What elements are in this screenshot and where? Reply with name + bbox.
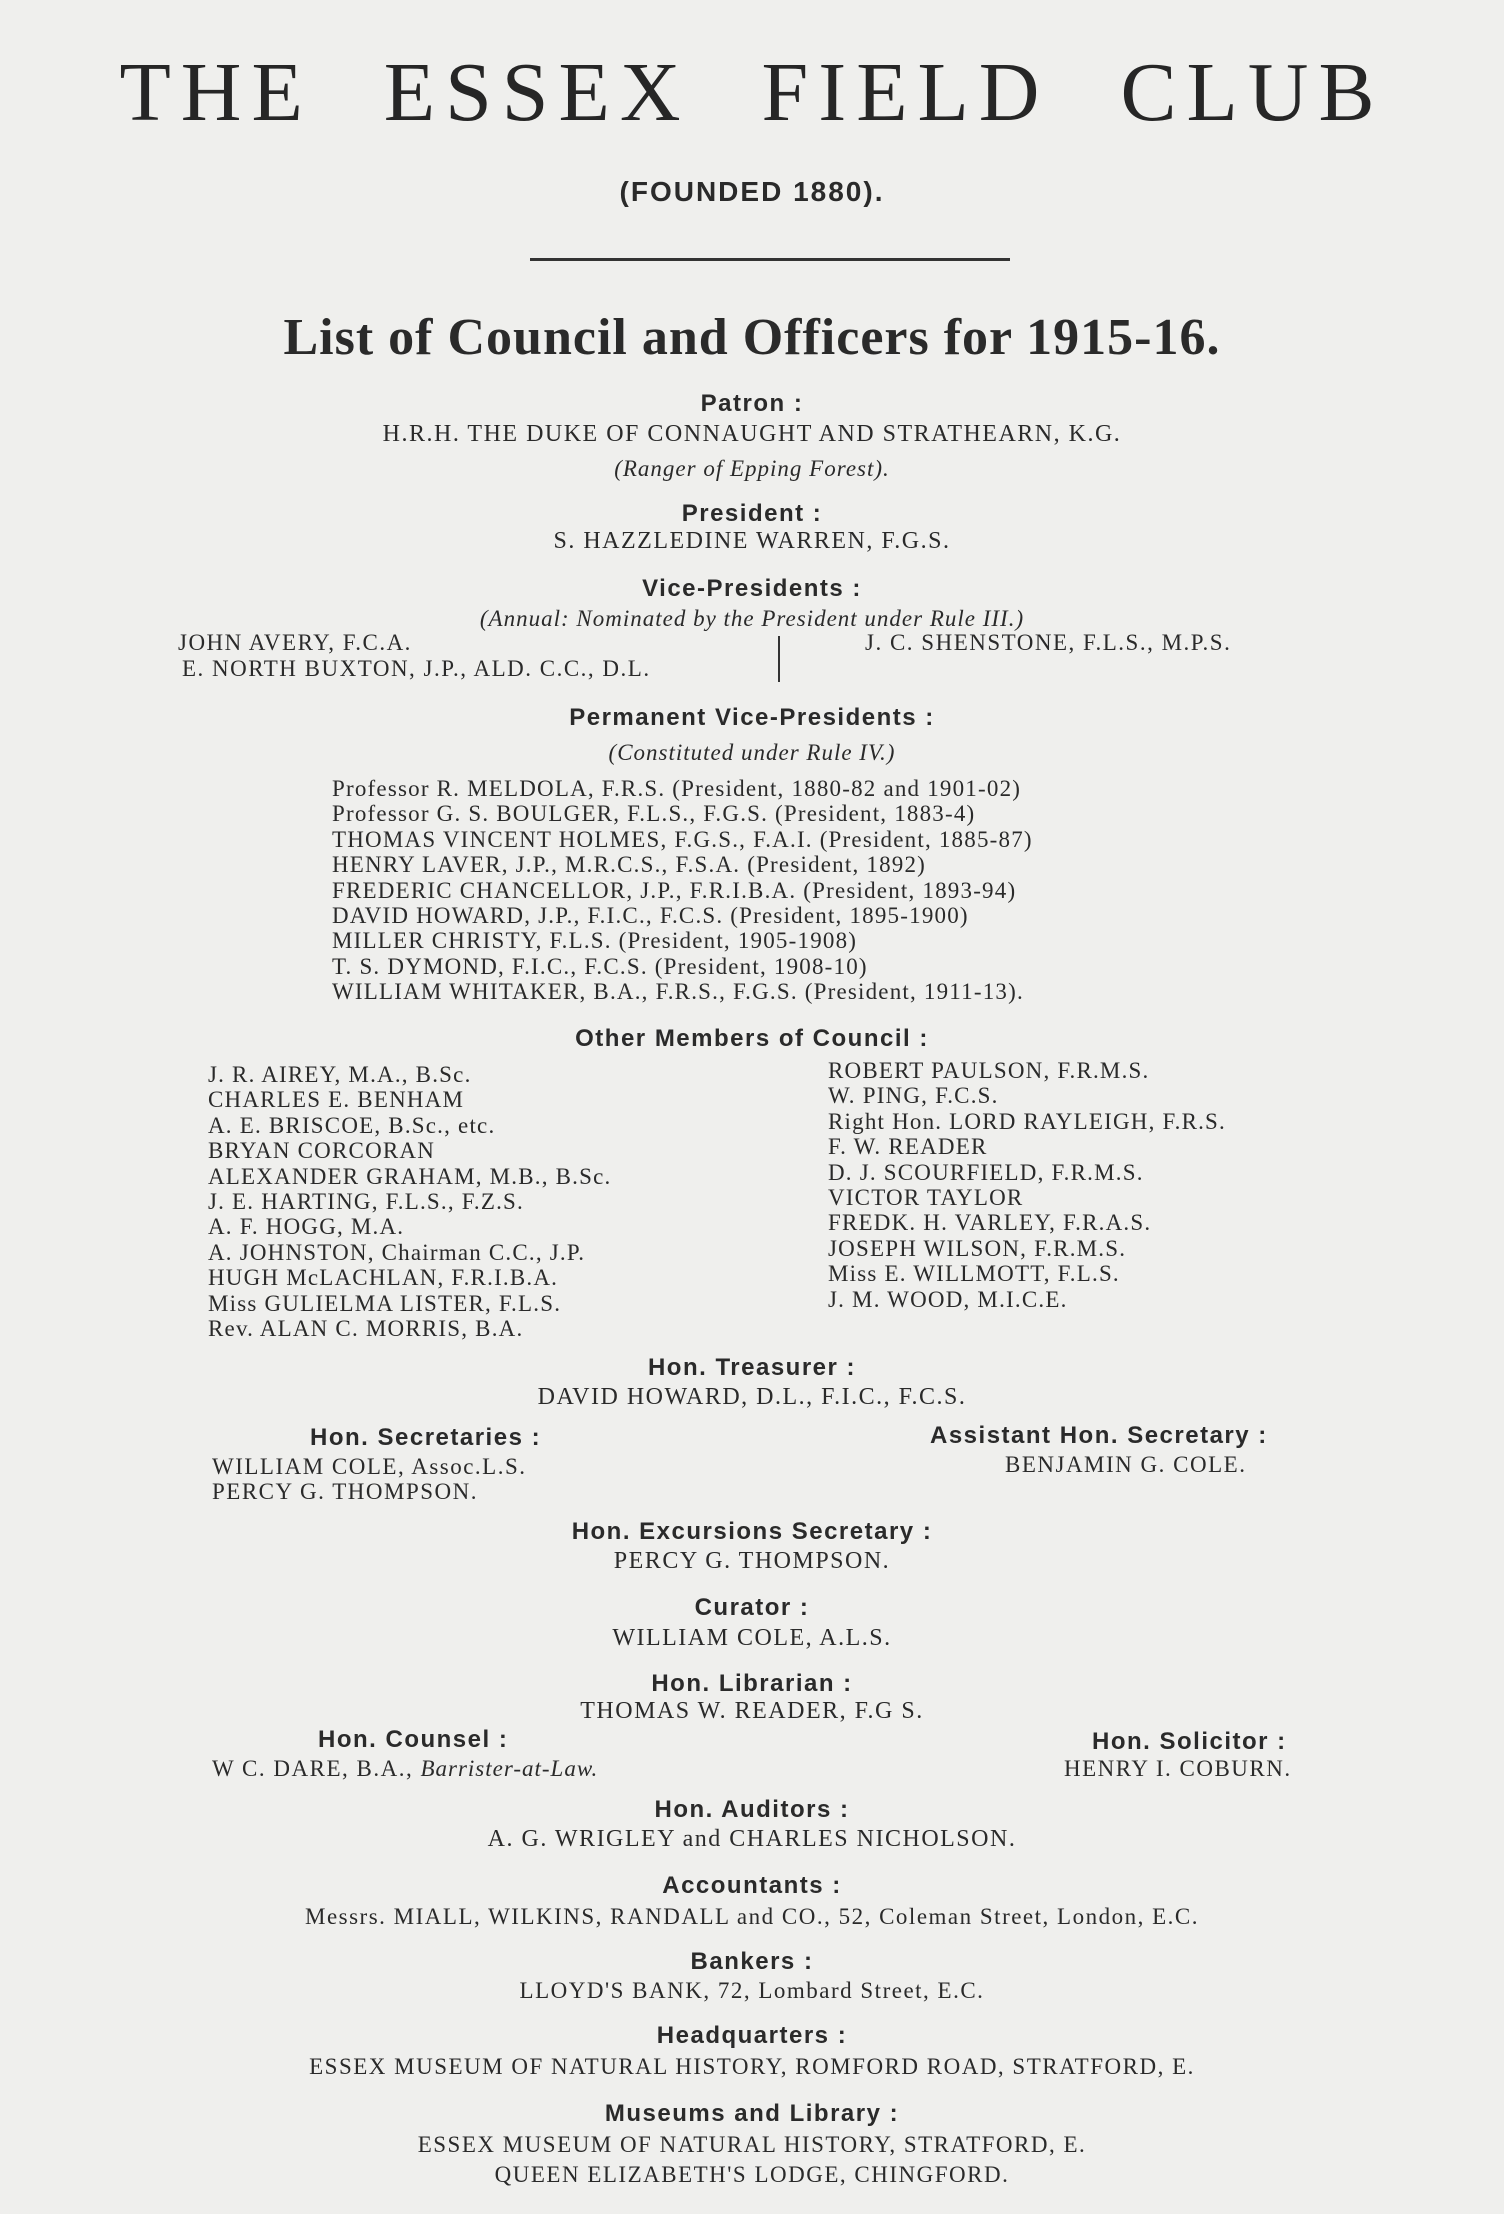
other-members-heading: Other Members of Council : [575, 1025, 929, 1052]
counsel-name: W C. DARE, B.A., [212, 1756, 414, 1781]
council-member: A. JOHNSTON, Chairman C.C., J.P. [208, 1239, 586, 1265]
council-member: D. J. SCOURFIELD, F.R.M.S. [828, 1159, 1144, 1185]
other-members-left [208, 1062, 611, 1341]
accountants-name: Messrs. MIALL, WILKINS, RANDALL and CO., 52, Coleman Street, London, E.C. [305, 1904, 1199, 1929]
council-member: FREDK. H. VARLEY, F.R.A.S. [828, 1210, 1152, 1236]
council-member: A. F. HOGG, M.A. [208, 1214, 405, 1240]
treasurer-heading: Hon. Treasurer : [647, 1354, 857, 1381]
permanent-vp-heading: Permanent Vice-Presidents : [569, 704, 935, 731]
vice-presidents-divider [778, 636, 780, 682]
council-member: HUGH McLACHLAN, F.R.I.B.A. [208, 1265, 559, 1291]
vice-president-left-1: JOHN AVERY, F.C.A. [178, 630, 412, 655]
treasurer-name: DAVID HOWARD, D.L., F.I.C., F.C.S. [537, 1384, 967, 1410]
assistant-secretary-heading: Assistant Hon. Secretary : [930, 1422, 1268, 1449]
patron-note: (Ranger of Epping Forest). [614, 456, 890, 481]
vice-presidents-note: (Annual: Nominated by the President under Rule III.) [479, 606, 1025, 631]
permanent-vp-member: HENRY LAVER, J.P., M.R.C.S., F.S.A. (President, 1892) [332, 852, 927, 878]
secretaries-heading: Hon. Secretaries : [310, 1424, 542, 1451]
divider-rule [530, 258, 1010, 261]
solicitor-name: HENRY I. COBURN. [1064, 1756, 1292, 1781]
council-member: Miss GULIELMA LISTER, F.L.S. [208, 1290, 562, 1316]
permanent-vp-member: THOMAS VINCENT HOLMES, F.G.S., F.A.I. (President, 1885-87) [332, 826, 1033, 852]
museums-line: QUEEN ELIZABETH'S LODGE, CHINGFORD. [494, 2162, 1010, 2187]
permanent-vp-member: Professor R. MELDOLA, F.R.S. (President, 1880-82 and 1901-02) [332, 776, 1022, 801]
permanent-vp-member: MILLER CHRISTY, F.L.S. (President, 1905-1908) [332, 928, 858, 954]
curator-heading: Curator : [694, 1594, 810, 1621]
founded-line: (FOUNDED 1880). [619, 176, 885, 207]
headquarters-heading: Headquarters : [656, 2022, 848, 2049]
president-name: S. HAZZLEDINE WARREN, F.G.S. [553, 528, 951, 554]
accountants-heading: Accountants : [662, 1872, 842, 1899]
secretary-name: PERCY G. THOMPSON. [212, 1479, 478, 1504]
bankers-heading: Bankers : [690, 1948, 814, 1975]
other-members-right [828, 1058, 1226, 1312]
vice-presidents-heading: Vice-Presidents : [642, 575, 862, 602]
permanent-vp-list [332, 776, 1033, 1005]
curator-name: WILLIAM COLE, A.L.S. [612, 1625, 892, 1651]
council-member: A. E. BRISCOE, B.Sc., etc. [208, 1112, 496, 1138]
permanent-vp-member: DAVID HOWARD, J.P., F.I.C., F.C.S. (President, 1895-1900) [332, 902, 969, 928]
librarian-heading: Hon. Librarian : [651, 1670, 853, 1697]
council-member: Right Hon. LORD RAYLEIGH, F.R.S. [828, 1108, 1226, 1134]
counsel-title: Barrister-at-Law. [420, 1756, 599, 1781]
headquarters-address: ESSEX MUSEUM OF NATURAL HISTORY, ROMFORD ROAD, STRATFORD, E. [309, 2054, 1195, 2079]
council-member: BRYAN CORCORAN [208, 1138, 436, 1164]
council-member: F. W. READER [828, 1134, 988, 1160]
excursions-heading: Hon. Excursions Secretary : [571, 1518, 933, 1545]
council-member: J. E. HARTING, F.L.S., F.Z.S. [208, 1188, 524, 1214]
bankers-name: LLOYD'S BANK, 72, Lombard Street, E.C. [519, 1978, 985, 2003]
vice-president-left-2: E. NORTH BUXTON, J.P., ALD. C.C., D.L. [182, 656, 651, 681]
solicitor-heading: Hon. Solicitor : [1092, 1728, 1287, 1755]
auditors-names: A. G. WRIGLEY and CHARLES NICHOLSON. [487, 1826, 1017, 1852]
council-member: JOSEPH WILSON, F.R.M.S. [828, 1235, 1127, 1261]
council-member: W. PING, F.C.S. [828, 1083, 999, 1109]
permanent-vp-member: WILLIAM WHITAKER, B.A., F.R.S., F.G.S. (President, 1911-13). [332, 979, 1024, 1005]
club-title: THE ESSEX FIELD CLUB [119, 46, 1385, 139]
counsel-heading: Hon. Counsel : [318, 1726, 509, 1753]
permanent-vp-member: Professor G. S. BOULGER, F.L.S., F.G.S. (President, 1883-4) [332, 801, 976, 827]
vice-president-right: J. C. SHENSTONE, F.L.S., M.P.S. [865, 630, 1232, 655]
permanent-vp-member: FREDERIC CHANCELLOR, J.P., F.R.I.B.A. (President, 1893-94) [332, 877, 1017, 903]
list-title: List of Council and Officers for 1915-16. [283, 309, 1221, 366]
council-member: CHARLES E. BENHAM [208, 1087, 465, 1113]
council-member: J. R. AIREY, M.A., B.Sc. [208, 1062, 472, 1087]
president-heading: President : [681, 500, 823, 527]
excursions-name: PERCY G. THOMPSON. [613, 1548, 891, 1574]
assistant-secretary-name: BENJAMIN G. COLE. [1005, 1452, 1247, 1477]
permanent-vp-note: (Constituted under Rule IV.) [608, 740, 896, 765]
council-member: Miss E. WILLMOTT, F.L.S. [828, 1261, 1120, 1287]
museums-line: ESSEX MUSEUM OF NATURAL HISTORY, STRATFORD, E. [417, 2132, 1087, 2157]
council-member: J. M. WOOD, M.I.C.E. [828, 1286, 1068, 1312]
librarian-name: THOMAS W. READER, F.G S. [580, 1698, 924, 1724]
auditors-heading: Hon. Auditors : [654, 1796, 850, 1823]
council-member: VICTOR TAYLOR [828, 1184, 1024, 1210]
counsel-line [212, 1756, 598, 1782]
council-member: ROBERT PAULSON, F.R.M.S. [828, 1058, 1150, 1083]
permanent-vp-member: T. S. DYMOND, F.I.C., F.C.S. (President, 1908-10) [332, 953, 868, 979]
museums-heading: Museums and Library : [604, 2100, 900, 2127]
council-member: ALEXANDER GRAHAM, M.B., B.Sc. [208, 1163, 612, 1189]
patron-heading: Patron : [700, 390, 804, 417]
council-member: Rev. ALAN C. MORRIS, B.A. [208, 1315, 524, 1341]
secretary-name: WILLIAM COLE, Assoc.L.S. [212, 1454, 527, 1479]
patron-name: H.R.H. THE DUKE OF CONNAUGHT AND STRATHEARN, K.G. [382, 421, 1122, 447]
